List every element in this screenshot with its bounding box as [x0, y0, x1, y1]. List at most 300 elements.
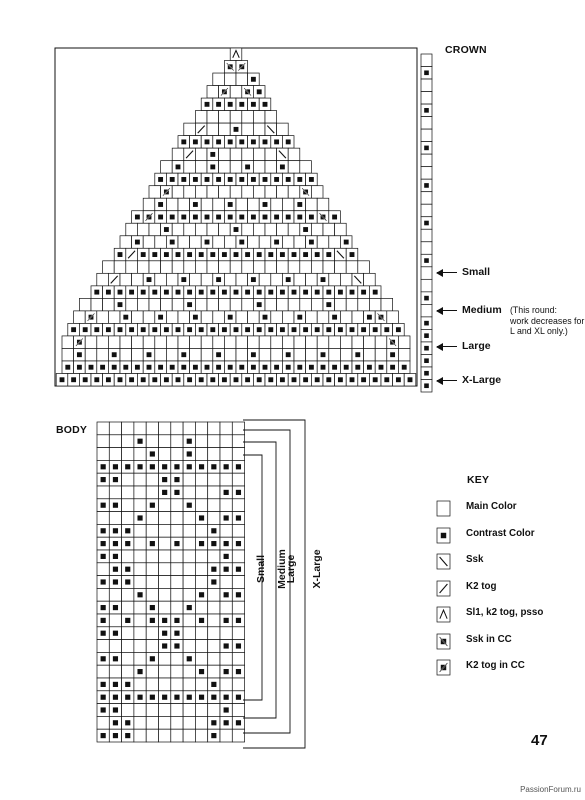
size-label-medium: Medium — [462, 304, 502, 316]
contrast-dot — [174, 477, 179, 482]
contrast-dot — [211, 528, 216, 533]
chart-cell — [171, 473, 183, 486]
chart-cell — [146, 588, 158, 601]
contrast-dot — [125, 567, 130, 572]
chart-cell — [146, 448, 158, 461]
chart-cell — [220, 704, 232, 717]
chart-cell — [220, 460, 232, 473]
contrast-dot — [224, 695, 229, 700]
chart-cell — [122, 691, 134, 704]
chart-cell — [146, 665, 158, 678]
chart-cell — [134, 435, 146, 448]
chart-cell — [97, 435, 109, 448]
chart-cell — [159, 512, 171, 525]
chart-cell — [171, 486, 183, 499]
contrast-dot — [199, 592, 204, 597]
contrast-dot — [236, 541, 241, 546]
chart-cell — [437, 528, 450, 543]
contrast-dot — [224, 643, 229, 648]
chart-cell — [122, 422, 134, 435]
chart-cell — [134, 512, 146, 525]
chart-cell — [171, 524, 183, 537]
chart-cell — [97, 512, 109, 525]
contrast-dot — [174, 541, 179, 546]
contrast-dot — [125, 464, 130, 469]
key-label: Contrast Color — [466, 527, 535, 539]
dot-icon — [436, 527, 452, 545]
chart-cell — [208, 563, 220, 576]
chart-cell — [134, 537, 146, 550]
contrast-dot — [137, 439, 142, 444]
contrast-dot — [150, 695, 155, 700]
chart-cell — [97, 422, 109, 435]
chart-cell — [134, 460, 146, 473]
size-label-xlarge: X-Large — [462, 374, 502, 386]
contrast-dot — [150, 464, 155, 469]
contrast-dot — [125, 720, 130, 725]
contrast-dot — [224, 669, 229, 674]
chart-cell — [122, 435, 134, 448]
chart-cell — [232, 665, 244, 678]
chart-cell — [97, 614, 109, 627]
chart-cell — [159, 486, 171, 499]
contrast-dot — [187, 605, 192, 610]
contrast-dot — [211, 720, 216, 725]
contrast-dot — [211, 733, 216, 738]
chart-cell — [146, 435, 158, 448]
chart-cell — [134, 704, 146, 717]
chart-cell — [97, 588, 109, 601]
chart-cell — [220, 601, 232, 614]
chart-cell — [146, 486, 158, 499]
bracket-label-small: Small — [255, 555, 267, 584]
chart-cell — [97, 704, 109, 717]
chart-cell — [437, 501, 450, 516]
chart-cell — [171, 614, 183, 627]
chart-cell — [183, 627, 195, 640]
chart-cell — [208, 435, 220, 448]
chart-cell — [220, 652, 232, 665]
contrast-dot — [125, 528, 130, 533]
contrast-dot — [236, 669, 241, 674]
chart-cell — [146, 691, 158, 704]
contrast-dot — [101, 579, 106, 584]
chart-cell — [122, 614, 134, 627]
contrast-dot — [224, 554, 229, 559]
chart-cell — [122, 601, 134, 614]
contrast-dot — [150, 656, 155, 661]
caret-icon — [436, 606, 452, 624]
chart-cell — [171, 537, 183, 550]
chart-cell — [171, 550, 183, 563]
contrast-dot — [125, 579, 130, 584]
chart-cell — [208, 588, 220, 601]
chart-cell — [134, 448, 146, 461]
chart-cell — [122, 448, 134, 461]
chart-cell — [232, 435, 244, 448]
chart-cell — [220, 422, 232, 435]
chart-cell — [195, 422, 207, 435]
contrast-dot — [101, 631, 106, 636]
chart-cell — [109, 435, 121, 448]
chart-cell — [183, 448, 195, 461]
chart-cell — [109, 499, 121, 512]
k2tog-cc-icon — [436, 659, 452, 677]
chart-cell — [232, 640, 244, 653]
chart-cell — [220, 537, 232, 550]
chart-cell — [97, 627, 109, 640]
chart-cell — [220, 486, 232, 499]
chart-cell — [220, 691, 232, 704]
chart-cell — [220, 640, 232, 653]
chart-cell — [146, 537, 158, 550]
chart-cell — [109, 576, 121, 589]
chart-cell — [122, 704, 134, 717]
chart-cell — [195, 537, 207, 550]
key-label: Main Color — [466, 501, 517, 512]
chart-cell — [232, 563, 244, 576]
chart-cell — [208, 704, 220, 717]
chart-cell — [208, 550, 220, 563]
contrast-dot — [101, 733, 106, 738]
contrast-dot — [236, 720, 241, 725]
chart-cell — [134, 601, 146, 614]
chart-cell — [159, 435, 171, 448]
contrast-dot — [199, 515, 204, 520]
chart-cell — [232, 652, 244, 665]
chart-cell — [122, 716, 134, 729]
contrast-dot — [150, 541, 155, 546]
chart-cell — [195, 691, 207, 704]
chart-cell — [220, 512, 232, 525]
chart-cell — [171, 601, 183, 614]
contrast-dot — [162, 695, 167, 700]
chart-cell — [232, 524, 244, 537]
contrast-dot — [113, 477, 118, 482]
chart-cell — [122, 486, 134, 499]
chart-cell — [220, 550, 232, 563]
chart-cell — [146, 460, 158, 473]
chart-cell — [171, 512, 183, 525]
contrast-dot — [224, 592, 229, 597]
chart-cell — [146, 422, 158, 435]
chart-cell — [195, 652, 207, 665]
chart-cell — [122, 576, 134, 589]
chart-cell — [171, 652, 183, 665]
size-note-text: (This round: work decreases for L and XL only.) — [510, 305, 585, 336]
chart-cell — [195, 704, 207, 717]
chart-cell — [146, 512, 158, 525]
chart-cell — [208, 652, 220, 665]
contrast-dot — [236, 695, 241, 700]
contrast-dot — [211, 464, 216, 469]
chart-cell — [195, 512, 207, 525]
contrast-dot — [113, 554, 118, 559]
contrast-dot — [224, 490, 229, 495]
chart-cell — [146, 563, 158, 576]
contrast-dot — [187, 439, 192, 444]
chart-cell — [171, 716, 183, 729]
chart-cell — [122, 537, 134, 550]
contrast-dot — [174, 643, 179, 648]
contrast-dot — [187, 451, 192, 456]
chart-cell — [183, 499, 195, 512]
chart-cell — [183, 550, 195, 563]
contrast-dot — [101, 503, 106, 508]
chart-cell — [195, 486, 207, 499]
chart-cell — [208, 537, 220, 550]
contrast-dot — [162, 464, 167, 469]
chart-cell — [220, 435, 232, 448]
contrast-dot — [236, 643, 241, 648]
chart-cell — [195, 576, 207, 589]
contrast-dot — [113, 605, 118, 610]
contrast-dot — [224, 541, 229, 546]
chart-cell — [208, 512, 220, 525]
contrast-dot — [211, 579, 216, 584]
chart-cell — [183, 588, 195, 601]
chart-cell — [109, 512, 121, 525]
chart-cell — [232, 460, 244, 473]
chart-cell — [109, 588, 121, 601]
contrast-dot — [113, 695, 118, 700]
chart-cell — [437, 660, 450, 675]
contrast-dot — [211, 695, 216, 700]
size-label-large: Large — [462, 340, 491, 352]
contrast-dot — [187, 464, 192, 469]
contrast-dot — [101, 464, 106, 469]
chart-cell — [159, 448, 171, 461]
contrast-dot — [224, 567, 229, 572]
chart-cell — [97, 448, 109, 461]
chart-cell — [159, 588, 171, 601]
chart-cell — [146, 601, 158, 614]
chart-cell — [146, 524, 158, 537]
chart-cell — [437, 607, 450, 622]
contrast-dot — [224, 618, 229, 623]
chart-cell — [97, 576, 109, 589]
contrast-dot — [113, 631, 118, 636]
size-label-small: Small — [462, 266, 491, 278]
chart-cell — [195, 588, 207, 601]
contrast-dot — [101, 605, 106, 610]
chart-cell — [134, 588, 146, 601]
chart-cell — [146, 473, 158, 486]
key-label: Ssk in CC — [466, 633, 512, 645]
chart-cell — [134, 678, 146, 691]
contrast-dot — [101, 477, 106, 482]
chart-cell — [195, 524, 207, 537]
chart-cell — [232, 486, 244, 499]
chart-cell — [183, 537, 195, 550]
chart-cell — [183, 601, 195, 614]
chart-cell — [195, 716, 207, 729]
chart-cell — [134, 486, 146, 499]
chart-cell — [159, 652, 171, 665]
chart-cell — [232, 588, 244, 601]
chart-cell — [183, 486, 195, 499]
chart-cell — [232, 678, 244, 691]
chart-cell — [220, 678, 232, 691]
chart-cell — [134, 524, 146, 537]
chart-cell — [220, 524, 232, 537]
chart-cell — [437, 634, 450, 649]
contrast-dot — [150, 451, 155, 456]
chart-cell — [97, 486, 109, 499]
key-label: K2 tog in CC — [466, 660, 525, 671]
chart-cell — [183, 576, 195, 589]
chart-cell — [122, 563, 134, 576]
chart-cell — [232, 473, 244, 486]
chart-cell — [97, 716, 109, 729]
chart-cell — [171, 499, 183, 512]
contrast-dot — [137, 464, 142, 469]
chart-cell — [134, 729, 146, 742]
chart-cell — [195, 563, 207, 576]
contrast-dot — [236, 464, 241, 469]
chart-cell — [159, 627, 171, 640]
chart-cell — [122, 473, 134, 486]
chart-cell — [97, 652, 109, 665]
bracket-label-large: Large — [285, 554, 297, 584]
chart-cell — [122, 588, 134, 601]
chart-cell — [109, 473, 121, 486]
contrast-dot — [199, 464, 204, 469]
k2tog-icon — [436, 580, 452, 598]
contrast-dot — [125, 541, 130, 546]
contrast-dot — [113, 707, 118, 712]
chart-cell — [232, 448, 244, 461]
contrast-dot — [113, 579, 118, 584]
contrast-dot — [101, 554, 106, 559]
chart-cell — [183, 460, 195, 473]
contrast-dot — [162, 631, 167, 636]
chart-cell — [97, 665, 109, 678]
chart-cell — [159, 691, 171, 704]
chart-cell — [109, 640, 121, 653]
chart-cell — [437, 581, 450, 596]
chart-cell — [109, 524, 121, 537]
chart-cell — [97, 537, 109, 550]
contrast-dot — [125, 695, 130, 700]
chart-cell — [232, 614, 244, 627]
contrast-dot — [113, 541, 118, 546]
chart-cell — [232, 537, 244, 550]
chart-cell — [232, 704, 244, 717]
contrast-dot — [236, 490, 241, 495]
chart-cell — [208, 614, 220, 627]
chart-cell — [109, 537, 121, 550]
chart-cell — [97, 640, 109, 653]
chart-cell — [146, 678, 158, 691]
chart-cell — [146, 499, 158, 512]
contrast-dot — [224, 720, 229, 725]
chart-cell — [220, 729, 232, 742]
contrast-dot — [150, 503, 155, 508]
chart-cell — [109, 627, 121, 640]
chart-cell — [146, 729, 158, 742]
chart-cell — [122, 729, 134, 742]
chart-cell — [134, 499, 146, 512]
contrast-dot — [101, 695, 106, 700]
bracket-label-xlarge: X-Large — [311, 549, 323, 589]
contrast-dot — [224, 464, 229, 469]
chart-cell — [146, 704, 158, 717]
chart-cell — [195, 678, 207, 691]
contrast-dot — [101, 682, 106, 687]
contrast-dot — [113, 733, 118, 738]
key-title: KEY — [467, 474, 490, 486]
chart-cell — [134, 640, 146, 653]
chart-cell — [159, 665, 171, 678]
chart-cell — [146, 640, 158, 653]
chart-cell — [183, 729, 195, 742]
contrast-dot — [101, 528, 106, 533]
contrast-dot — [162, 643, 167, 648]
chart-cell — [134, 563, 146, 576]
chart-cell — [208, 691, 220, 704]
chart-cell — [159, 729, 171, 742]
chart-cell — [195, 550, 207, 563]
chart-cell — [208, 460, 220, 473]
chart-cell — [171, 448, 183, 461]
chart-cell — [109, 652, 121, 665]
chart-cell — [134, 691, 146, 704]
chart-cell — [109, 691, 121, 704]
chart-cell — [122, 627, 134, 640]
chart-cell — [159, 601, 171, 614]
chart-cell — [109, 601, 121, 614]
chart-cell — [183, 524, 195, 537]
contrast-dot — [236, 567, 241, 572]
chart-cell — [171, 691, 183, 704]
chart-cell — [220, 665, 232, 678]
chart-cell — [159, 550, 171, 563]
chart-cell — [109, 550, 121, 563]
chart-cell — [220, 627, 232, 640]
chart-cell — [159, 704, 171, 717]
chart-cell — [159, 563, 171, 576]
key-label: Ssk — [466, 554, 484, 565]
chart-cell — [232, 729, 244, 742]
chart-cell — [109, 614, 121, 627]
contrast-dot — [236, 515, 241, 520]
contrast-dot — [224, 515, 229, 520]
chart-cell — [183, 716, 195, 729]
chart-cell — [171, 422, 183, 435]
chart-cell — [171, 627, 183, 640]
chart-cell — [232, 716, 244, 729]
chart-cell — [109, 563, 121, 576]
contrast-dot — [101, 541, 106, 546]
chart-cell — [232, 576, 244, 589]
chart-cell — [122, 460, 134, 473]
chart-cell — [171, 640, 183, 653]
contrast-dot — [113, 528, 118, 533]
chart-cell — [171, 435, 183, 448]
chart-cell — [232, 601, 244, 614]
contrast-dot — [199, 618, 204, 623]
chart-cell — [159, 537, 171, 550]
chart-cell — [208, 576, 220, 589]
chart-cell — [208, 665, 220, 678]
chart-cell — [159, 499, 171, 512]
chart-cell — [220, 614, 232, 627]
chart-cell — [146, 614, 158, 627]
chart-cell — [159, 576, 171, 589]
bracket-label-medium: Medium — [276, 549, 288, 589]
chart-cell — [122, 550, 134, 563]
